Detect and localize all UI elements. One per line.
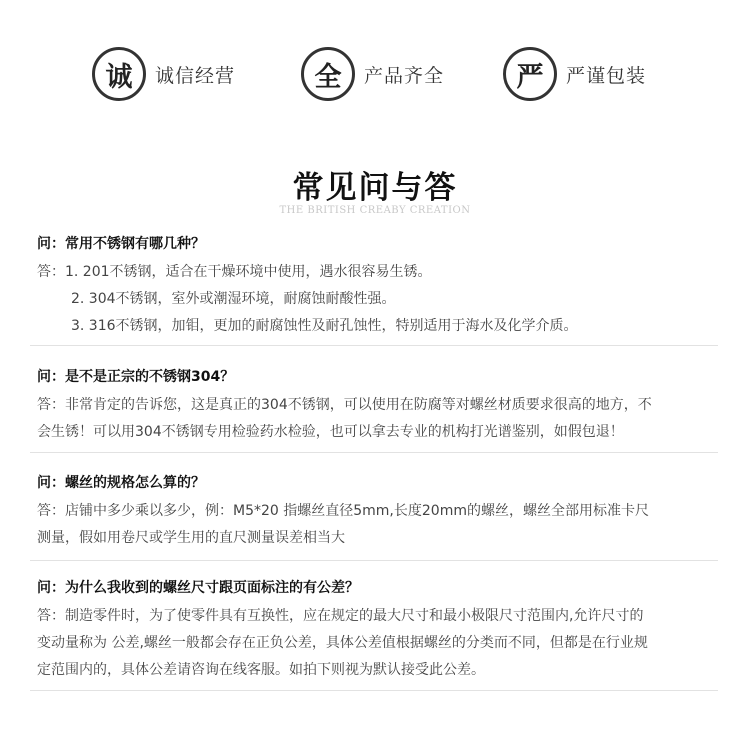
faq-subtitle: THE BRITISH CREABY CREATION	[279, 205, 471, 216]
divider	[30, 690, 718, 691]
divider	[30, 560, 718, 561]
faq-question: 问：常用不锈钢有哪几种？	[37, 236, 205, 252]
badge-integrity	[92, 44, 235, 104]
faq-item-tolerance	[37, 575, 717, 684]
badge-label: 严谨包装	[566, 64, 647, 87]
complete-seal-icon: 全	[301, 47, 355, 101]
faq-answer-line: 定范围内的，具体公差请咨询在线客服。如拍下则视为默认接受此公差。	[37, 662, 485, 678]
faq-answer-line: 3. 316不锈钢，加钼，更加的耐腐蚀性及耐孔蚀性，特别适用于海水及化学介质。	[71, 318, 578, 334]
faq-question: 问：螺丝的规格怎么算的？	[37, 475, 205, 491]
integrity-seal-icon: 诚	[92, 47, 146, 101]
faq-answer-line: 变动量称为 公差,螺丝一般都会存在正负公差，具体公差值根据螺丝的分类而不同，但都是在行业规	[37, 635, 648, 651]
strict-seal-icon: 严	[503, 47, 557, 101]
divider	[30, 452, 718, 453]
faq-answer-line: 答：制造零件时，为了使零件具有互换性，应在规定的最大尺寸和最小极限尺寸范围内,允许尺寸的	[37, 608, 644, 624]
divider	[30, 345, 718, 346]
faq-answer-line: 答：非常肯定的告诉您，这是真正的304不锈钢，可以使用在防腐等对螺丝材质要求很高的地方，不	[37, 397, 652, 413]
faq-question: 问：是不是正宗的不锈钢304？	[37, 369, 235, 385]
faq-item-screw-spec	[37, 470, 717, 552]
badge-complete	[301, 44, 444, 104]
badge-label: 产品齐全	[364, 64, 445, 87]
faq-title: 常见问与答	[292, 170, 458, 206]
faq-item-genuine-304	[37, 364, 717, 446]
faq-answer-line: 答：1. 201不锈钢，适合在干燥环境中使用，遇水很容易生锈。	[37, 264, 432, 280]
faq-answer-line: 会生锈！可以用304不锈钢专用检验药水检验，也可以拿去专业的机构打光谱鉴别，如假包退！	[37, 424, 624, 440]
faq-answer-line: 测量，假如用卷尺或学生用的直尺测量误差相当大	[37, 530, 345, 546]
faq-answer-line: 答：店铺中多少乘以多少，例：M5*20 指螺丝直径5mm,长度20mm的螺丝，螺丝全部用标准卡尺	[37, 503, 649, 519]
faq-answer-line: 2. 304不锈钢，室外或潮湿环境，耐腐蚀耐酸性强。	[71, 291, 396, 307]
faq-item-stainless-types	[37, 231, 717, 340]
badge-packaging	[503, 44, 646, 104]
badge-row	[0, 44, 750, 104]
faq-question: 问：为什么我收到的螺丝尺寸跟页面标注的有公差？	[37, 580, 359, 596]
badge-label: 诚信经营	[155, 64, 236, 87]
